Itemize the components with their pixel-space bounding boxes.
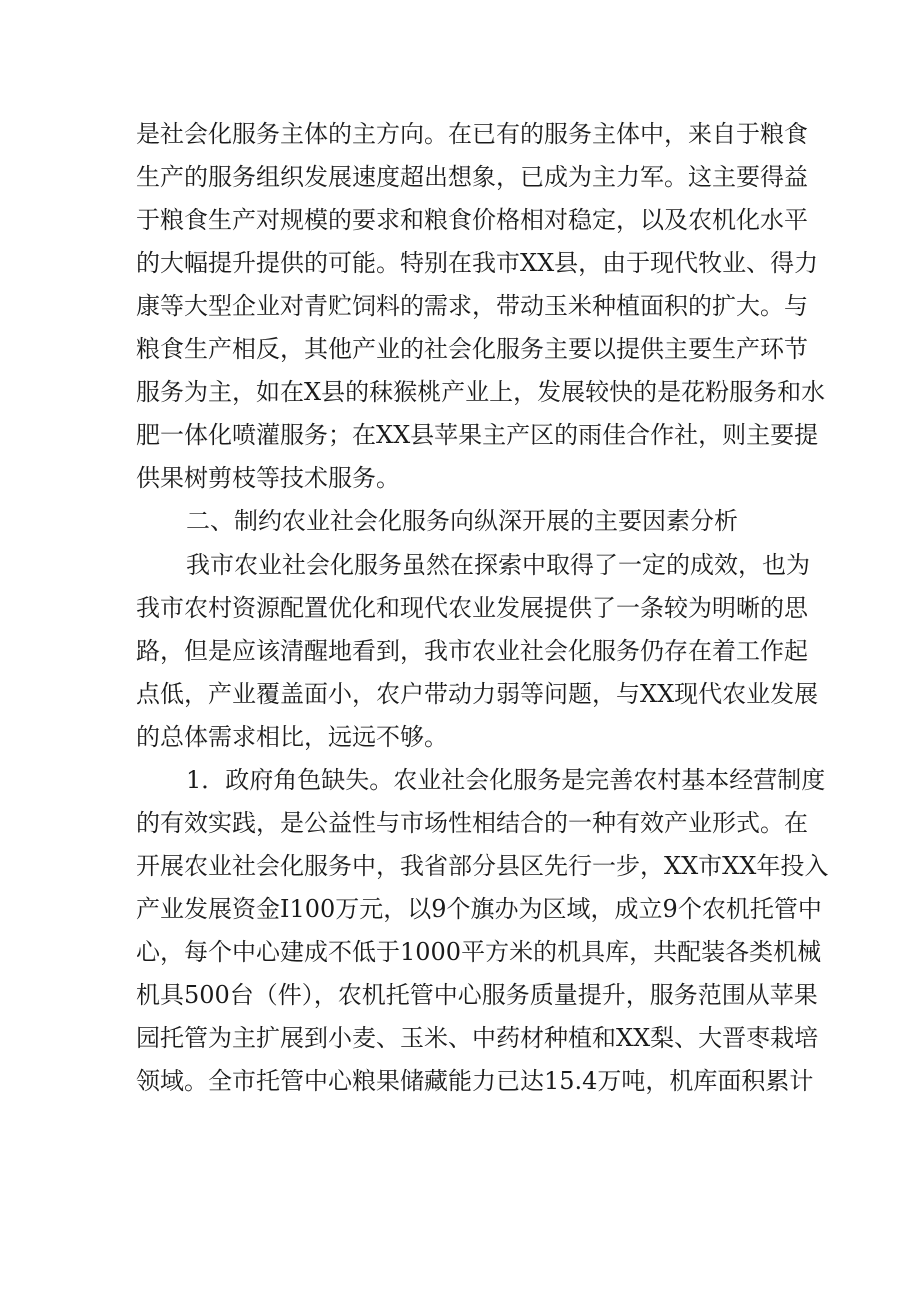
para1-line: 的大幅提升提供的可能。特别在我市XX县，由于现代牧业、得力: [136, 249, 819, 277]
para1-line: 康等大型企业对青贮饲料的需求，带动玉米种植面积的扩大。与: [136, 292, 808, 320]
para2-line: 点低，产业覆盖面小，农户带动力弱等问题，与XX现代农业发展: [136, 680, 819, 708]
para3-line: 1．政府角色缺失。农业社会化服务是完善农村基本经营制度: [186, 766, 826, 794]
para2-line: 我市农村资源配置优化和现代农业发展提供了一条较为明晰的思: [136, 594, 808, 622]
para2-line: 我市农业社会化服务虽然在探索中取得了一定的成效，也为: [186, 551, 810, 579]
para1-line: 于粮食生产对规模的要求和粮食价格相对稳定，以及农机化水平: [136, 206, 808, 234]
para2-line: 路，但是应该清醒地看到，我市农业社会化服务仍存在着工作起: [136, 637, 808, 665]
para3-line: 产业发展资金I100万元，以9个旗办为区域，成立9个农机托管中: [136, 895, 822, 923]
para3-line: 园托管为主扩展到小麦、玉米、中药材种植和XX梨、大晋枣栽培: [136, 1024, 819, 1052]
para3-line: 开展农业社会化服务中，我省部分县区先行一步，XX市XX年投入: [136, 852, 829, 880]
para3-line: 心，每个中心建成不低于1000平方米的机具库，共配装各类机械: [136, 938, 822, 966]
para1-line: 肥一体化喷灌服务；在XX县苹果主产区的雨佳合作社，则主要提: [136, 421, 819, 449]
section-heading: 二、制约农业社会化服务向纵深开展的主要因素分析: [186, 507, 738, 535]
para1-line: 是社会化服务主体的主方向。在已有的服务主体中，来自于粮食: [136, 120, 808, 148]
para1-line: 服务为主，如在X县的秣猴桃产业上，发展较快的是花粉服务和水: [136, 378, 826, 406]
para1-line: 供果树剪枝等技术服务。: [136, 464, 400, 492]
para1-line: 粮食生产相反，其他产业的社会化服务主要以提供主要生产环节: [136, 335, 808, 363]
para3-line: 的有效实践，是公益性与市场性相结合的一种有效产业形式。在: [136, 809, 808, 837]
para1-line: 生产的服务组织发展速度超出想象，已成为主力军。这主要得益: [136, 163, 808, 191]
para3-line: 机具500台（件），农机托管中心服务质量提升，服务范围从苹果: [136, 981, 818, 1009]
para3-line: 领域。全市托管中心粮果储藏能力已达15.4万吨，机库面积累计: [136, 1067, 814, 1095]
para2-line: 的总体需求相比，远远不够。: [136, 723, 448, 751]
